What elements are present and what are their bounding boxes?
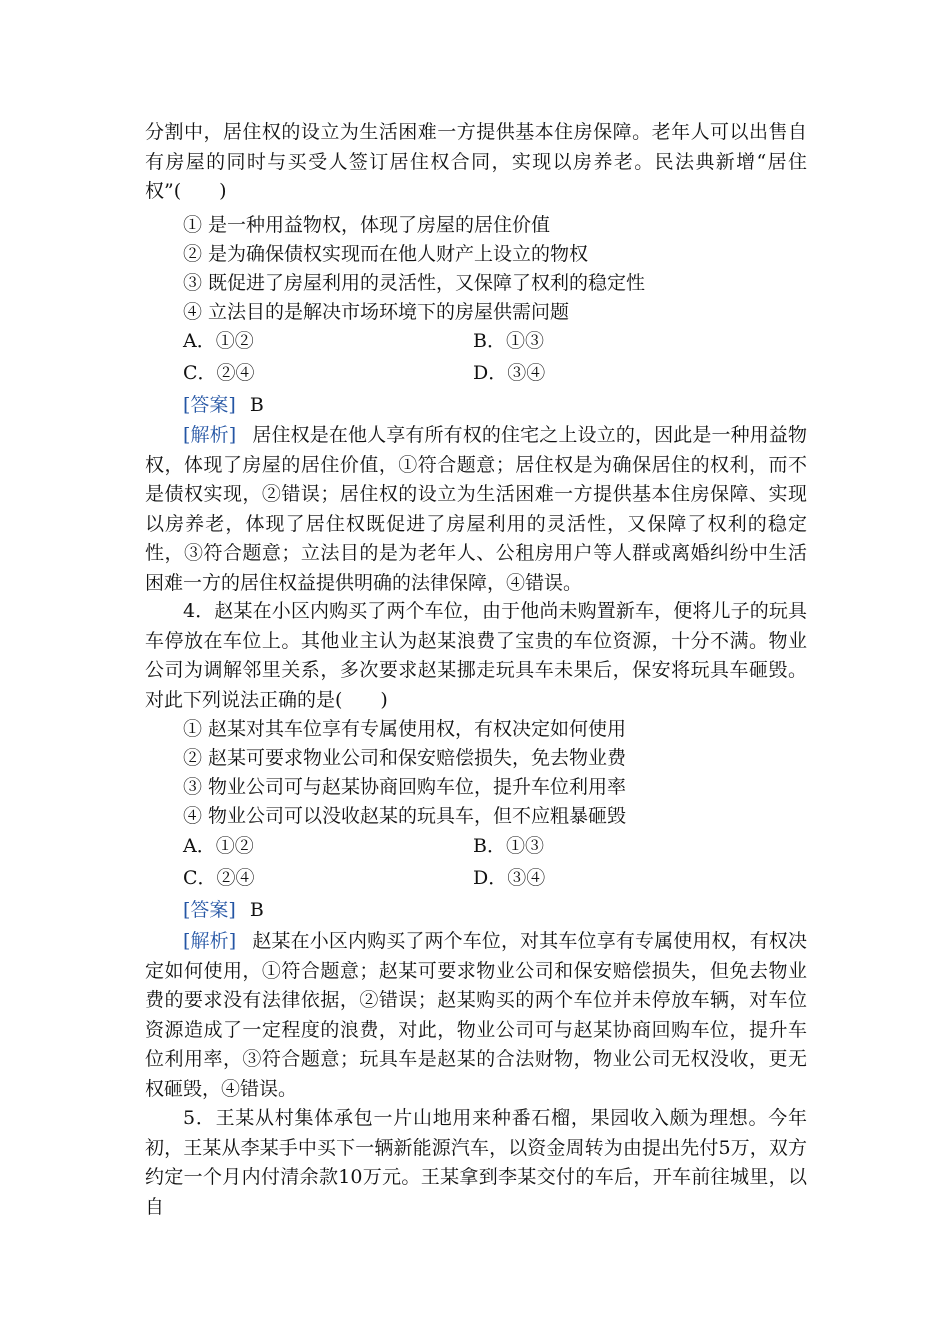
q5-stem: 5．王某从村集体承包一片山地用来种番石榴，果园收入颇为理想。今年初，王某从李某手中买下一辆新能源汽车，以资金周转为由提出先付5万，双方约定一个月内付清余款10万元。王某拿到李某交付的车后，开车前往城里，以自 xyxy=(145,1107,807,1218)
q3-option-a: A．①② xyxy=(183,330,254,352)
q3-answer xyxy=(183,391,264,420)
q4-answer-tag: [答案] xyxy=(183,899,236,921)
q4-explain-tag: [解析] xyxy=(183,930,237,952)
q4-answer xyxy=(183,896,264,925)
q3-item-4: ④ 立法目的是解决市场环境下的房屋供需问题 xyxy=(183,301,570,323)
q4-option-d: D．③④ xyxy=(473,867,546,889)
q3-item-3: ③ 既促进了房屋利用的灵活性，又保障了权利的稳定性 xyxy=(183,272,646,294)
q3-explain-text: 居住权是在他人享有所有权的住宅之上设立的，因此是一种用益物权，体现了房屋的居住价值，①符合题意；居住权是为确保居住的权利，而不是债权实现，②错误；居住权的设立为生活困难一方提供基本住房保障、实现以房养老，体现了居住权既促进了房屋利用的灵活性，又保障了权利的稳定性，③符合题意；立法目的是为老年人、公租房用户等人群或离婚纠纷中生活困难一方的居住权益提供明确的法律保障，④错误。 xyxy=(145,424,807,594)
q4-explanation xyxy=(145,927,807,1104)
q4-option-a: A．①② xyxy=(183,835,254,857)
q3-option-d: D．③④ xyxy=(473,362,546,384)
q4-option-b: B．①③ xyxy=(473,835,544,857)
q3-explanation xyxy=(145,421,807,598)
q3-explain-tag: [解析] xyxy=(183,424,237,446)
q4-stem: 4．赵某在小区内购买了两个车位，由于他尚未购置新车，便将儿子的玩具车停放在车位上。其他业主认为赵某浪费了宝贵的车位资源，十分不满。物业公司为调解邻里关系，多次要求赵某挪走玩具车未果后，保安将玩具车砸毁。对此下列说法正确的是( ) xyxy=(145,600,807,711)
q4-item-3: ③ 物业公司可与赵某协商回购车位，提升车位利用率 xyxy=(183,776,627,798)
q3-option-b: B．①③ xyxy=(473,330,544,352)
q3-answer-tag: [答案] xyxy=(183,394,236,416)
q4-item-2: ② 赵某可要求物业公司和保安赔偿损失，免去物业费 xyxy=(183,747,627,769)
q3-option-c: C．②④ xyxy=(183,362,255,384)
q4-item-1: ① 赵某对其车位享有专属使用权，有权决定如何使用 xyxy=(183,718,627,740)
q3-item-2: ② 是为确保债权实现而在他人财产上设立的物权 xyxy=(183,243,589,265)
q3-item-1: ① 是一种用益物权，体现了房屋的居住价值 xyxy=(183,214,551,236)
q4-explain-text: 赵某在小区内购买了两个车位，对其车位享有专属使用权，有权决定如何使用，①符合题意；赵某可要求物业公司和保安赔偿损失，但免去物业费的要求没有法律依据，②错误；赵某购买的两个车位并未停放车辆，对车位资源造成了一定程度的浪费，对此，物业公司可与赵某协商回购车位，提升车位利用率，③符合题意；玩具车是赵某的合法财物，物业公司无权没收，更无权砸毁，④错误。 xyxy=(145,930,807,1100)
q3-answer-value: B xyxy=(249,394,264,416)
q4-option-c: C．②④ xyxy=(183,867,255,889)
q4-answer-value: B xyxy=(249,899,264,921)
q3-stem: 分割中，居住权的设立为生活困难一方提供基本住房保障。老年人可以出售自有房屋的同时与买受人签订居住权合同，实现以房养老。民法典新增“居住权”( ) xyxy=(145,121,807,202)
q4-item-4: ④ 物业公司可以没收赵某的玩具车，但不应粗暴砸毁 xyxy=(183,805,627,827)
